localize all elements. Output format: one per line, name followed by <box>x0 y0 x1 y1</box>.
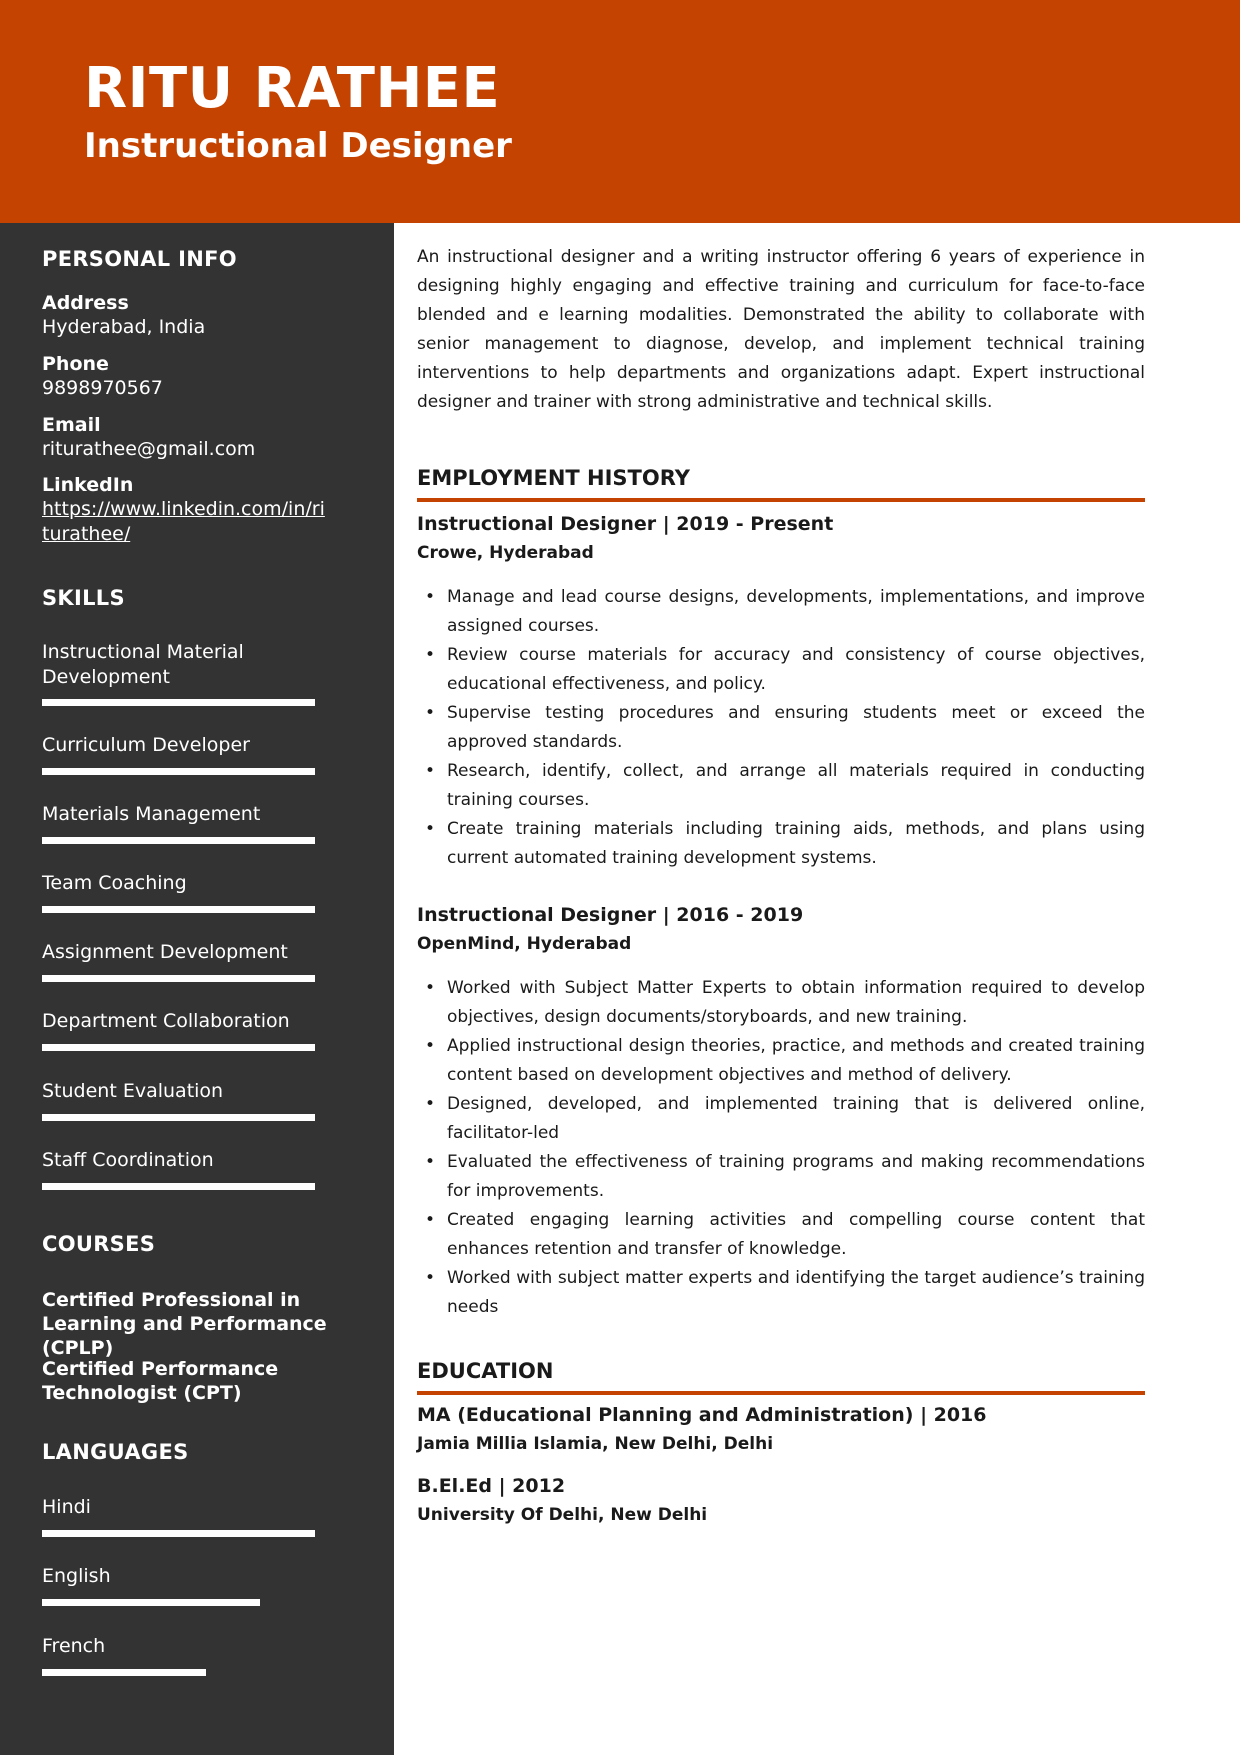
email-label: Email <box>42 414 101 436</box>
job-company: OpenMind, Hyderabad <box>417 934 632 954</box>
linkedin-value <box>42 497 332 547</box>
email-value: riturathee@gmail.com <box>42 438 256 460</box>
language-name: French <box>42 1635 106 1657</box>
skill-bar <box>42 699 315 706</box>
languages-title: LANGUAGES <box>42 1440 189 1464</box>
address-value: Hyderabad, India <box>42 316 206 338</box>
language-bar <box>42 1669 315 1676</box>
job-bullets <box>417 583 1145 873</box>
address-label: Address <box>42 292 129 314</box>
skill-name: Student Evaluation <box>42 1080 224 1102</box>
linkedin-link[interactable]: https://www.linkedin.com/in/riturathee/ <box>42 498 325 545</box>
skill-name: Department Collaboration <box>42 1010 290 1032</box>
degree-title: MA (Educational Planning and Administration) | 2016 <box>417 1404 987 1426</box>
skill-name: Instructional Material Development <box>42 641 244 688</box>
language-name: Hindi <box>42 1496 91 1518</box>
list-item: • Designed, developed, and implemented training that is delivered online, facilitator-led <box>447 1090 1145 1148</box>
list-item: • Worked with subject matter experts and identifying the target audience’s training needs <box>447 1264 1145 1322</box>
language-bar-fill <box>42 1599 260 1606</box>
phone-value: 9898970567 <box>42 377 163 399</box>
resume-header <box>0 0 1240 223</box>
skill-bar <box>42 975 315 982</box>
courses-title: COURSES <box>42 1232 156 1256</box>
list-item: • Manage and lead course designs, developments, implementations, and improve assigned courses. <box>447 583 1145 641</box>
skill-bar <box>42 837 315 844</box>
linkedin-label: LinkedIn <box>42 474 134 496</box>
job-company: Crowe, Hyderabad <box>417 543 594 563</box>
skill-name: Materials Management <box>42 803 261 825</box>
list-item: • Applied instructional design theories, practice, and methods and created training content based on development objectives and method of delivery. <box>447 1032 1145 1090</box>
personal-info-title: PERSONAL INFO <box>42 247 237 271</box>
list-item: • Create training materials including training aids, methods, and plans using current automated training development systems. <box>447 815 1145 873</box>
list-item: • Evaluated the effectiveness of training programs and making recommendations for improvements. <box>447 1148 1145 1206</box>
skill-bar-fill <box>42 975 315 982</box>
degree-title: B.El.Ed | 2012 <box>417 1475 566 1497</box>
skill-bar-fill <box>42 1183 315 1190</box>
skill-name: Curriculum Developer <box>42 734 250 756</box>
school-name: Jamia Millia Islamia, New Delhi, Delhi <box>417 1434 774 1454</box>
skill-bar <box>42 1183 315 1190</box>
skill-bar <box>42 1044 315 1051</box>
skill-bar-fill <box>42 1044 315 1051</box>
job-title: Instructional Designer | 2019 - Present <box>417 513 834 535</box>
profile-summary: An instructional designer and a writing instructor offering 6 years of experience in designing highly engaging and effective training and curriculum for face-to-face blended and e learning modalities. Demonstrated the ability to collaborate with senior management to diagnose, develop, and implement technical training interventions to help departments and organizations adapt. Expert instructional designer and trainer with strong administrative and technical skills. <box>417 247 1145 412</box>
skill-bar <box>42 906 315 913</box>
skill-bar <box>42 768 315 775</box>
list-item: • Supervise testing procedures and ensuring students meet or exceed the approved standards. <box>447 699 1145 757</box>
list-item: • Research, identify, collect, and arrange all materials required in conducting training courses. <box>447 757 1145 815</box>
language-bar-fill <box>42 1669 206 1676</box>
skill-bar-fill <box>42 699 315 706</box>
skill-bar-fill <box>42 906 315 913</box>
candidate-name: RITU RATHEE <box>84 56 501 121</box>
skill-name: Staff Coordination <box>42 1149 214 1171</box>
list-item: • Created engaging learning activities and compelling course content that enhances retention and transfer of knowledge. <box>447 1206 1145 1264</box>
language-bar-fill <box>42 1530 315 1537</box>
phone-label: Phone <box>42 353 109 375</box>
job-bullets <box>417 974 1145 1322</box>
sidebar <box>0 223 394 1755</box>
skill-bar-fill <box>42 837 315 844</box>
skill-bar-fill <box>42 1114 315 1121</box>
candidate-role: Instructional Designer <box>84 126 512 166</box>
language-bar <box>42 1599 315 1606</box>
skill-bar <box>42 1114 315 1121</box>
list-item: • Worked with Subject Matter Experts to obtain information required to develop objectives, design documents/storyboards, and new training. <box>447 974 1145 1032</box>
skill-name: Team Coaching <box>42 872 187 894</box>
list-item: • Review course materials for accuracy and consistency of course objectives, educational effectiveness, and policy. <box>447 641 1145 699</box>
language-bar <box>42 1530 315 1537</box>
skill-name: Assignment Development <box>42 941 288 963</box>
job-title: Instructional Designer | 2016 - 2019 <box>417 904 804 926</box>
language-name: English <box>42 1565 111 1587</box>
skills-title: SKILLS <box>42 586 125 610</box>
education-title: EDUCATION <box>417 1357 1145 1395</box>
course-item: Certified Performance Technologist (CPT) <box>42 1358 279 1404</box>
course-item: Certified Professional in Learning and Performance (CPLP) <box>42 1289 327 1359</box>
employment-title: EMPLOYMENT HISTORY <box>417 464 1145 502</box>
school-name: University Of Delhi, New Delhi <box>417 1505 708 1525</box>
skill-bar-fill <box>42 768 315 775</box>
